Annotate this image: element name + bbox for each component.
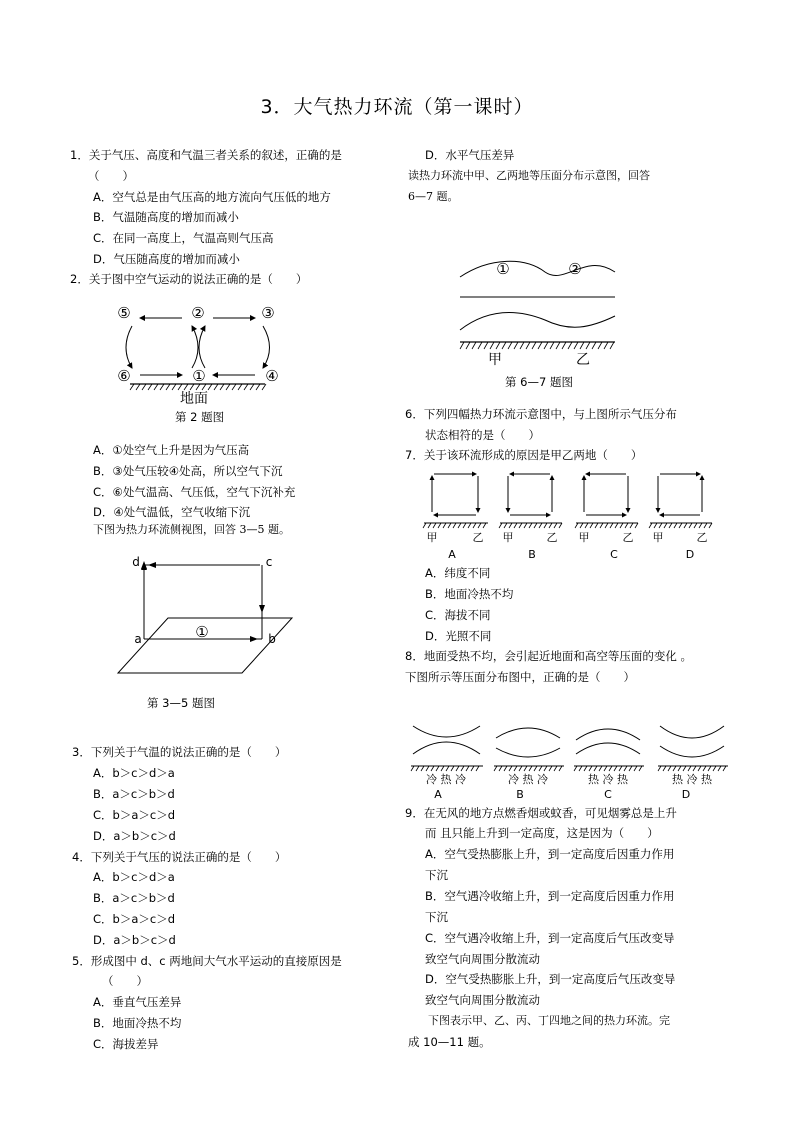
question-9-option-b-cont: 下沉 [425,910,448,924]
question-5-option-c: C．海拔差异 [93,1037,159,1051]
question-5-blank: （ ） [102,974,148,988]
q3-5-circulation-figure [112,553,292,688]
node-5: ⑤ [117,304,131,322]
q7-four-circulations [422,468,722,563]
intro-3-5: 下图为热力环流侧视图，回答 3—5 题。 [93,523,290,536]
svg-text:甲: 甲 [502,531,514,544]
question-1-option-a: A．空气总是由气压高的地方流向气压低的地方 [93,190,331,204]
svg-text:B: B [516,788,524,801]
question-4-option-c: C．b＞a＞c＞d [93,912,175,926]
question-7-option-c: C．海拔不同 [425,608,491,622]
question-1-option-b: B．气温随高度的增加而减小 [93,210,239,224]
svg-text:乙: 乙 [622,531,634,544]
question-4-option-a: A．b＞c＞d＞a [93,870,175,884]
svg-text:乙: 乙 [472,531,484,544]
question-7-stem: 7．关于该环流形成的原因是甲乙两地（ ） [405,448,643,462]
question-4-option-b: B．a＞c＞b＞d [93,891,175,905]
lower-isobar [460,312,615,330]
question-3-option-b: B．a＞c＞b＞d [93,787,175,801]
label-a: a [134,632,142,646]
node-2: ② [191,304,205,322]
question-2-option-a: A．①处空气上升是因为气压高 [93,443,250,457]
svg-text:甲: 甲 [578,531,590,544]
intro-6-7-cont: 6—7 题。 [408,190,459,203]
svg-text:冷 热 冷: 冷 热 冷 [508,773,548,786]
mark-1: ① [195,623,209,641]
question-9-option-c-cont: 致空气向周围分散流动 [425,952,540,966]
question-6-stem: 6．下列四幅热力环流示意图中，与上图所示气压分布 [405,407,677,421]
svg-text:B: B [528,548,536,561]
ground-label: 地面 [180,391,208,407]
question-9-option-a: A．空气受热膨胀上升，到一定高度后因重力作用 [425,847,675,861]
svg-text:冷 热 冷: 冷 热 冷 [426,773,466,786]
node-6: ⑥ [117,367,131,385]
question-9-stem-cont: 而 且只能上升到一定高度，这是因为（ ） [425,826,659,840]
isobar-option-d [660,726,724,757]
question-3-option-d: D．a＞b＞c＞d [93,829,176,843]
arc-1-2-left [192,326,198,368]
label-d: d [132,555,140,569]
circulation-a [423,474,488,528]
question-5-stem: 5．形成图中 d、c 两地间大气水平运动的直接原因是 [72,954,342,968]
svg-text:甲: 甲 [426,531,438,544]
node-1: ① [192,367,206,385]
svg-text:A: A [448,548,456,561]
svg-text:A: A [434,788,442,801]
question-7-option-b: B．地面冷热不均 [425,587,514,601]
question-2-option-b: B．③处气压较④处高，所以空气下沉 [93,464,283,478]
circulation-c [575,474,638,528]
question-8-stem: 8．地面受热不均，会引起近地面和高空等压面的变化 。 [405,649,692,663]
isobar-option-b [496,728,560,757]
question-3-stem: 3．下列关于气温的说法正确的是（ ） [72,745,287,759]
q2-figure-caption: 第 2 题图 [175,410,225,424]
question-7-option-d: D．光照不同 [425,629,492,643]
question-9-option-d-cont: 致空气向周围分散流动 [425,993,540,1007]
q3-5-figure-caption: 第 3—5 题图 [147,696,215,710]
question-1-option-d: D．气压随高度的增加而减小 [93,252,240,266]
svg-text:乙: 乙 [696,531,708,544]
question-2-option-d: D．④处气温低，空气收缩下沉 [93,505,251,519]
question-5-option-a: A．垂直气压差异 [93,995,182,1009]
label-c: c [265,555,273,569]
arc-5-6 [126,326,132,368]
svg-text:C: C [604,788,612,801]
svg-text:乙: 乙 [546,531,558,544]
question-1-option-c: C．在同一高度上，气温高则气压高 [93,231,274,245]
isobar-option-a [413,726,480,754]
question-8-stem-cont: 下图所示等压面分布图中，正确的是（ ） [405,670,635,684]
question-4-option-d: D．a＞b＞c＞d [93,933,176,947]
question-4-stem: 4．下列关于气压的说法正确的是（ ） [72,850,287,864]
page-title: 3．大气热力环流（第一课时） [260,96,534,118]
circulation-b [499,474,562,528]
question-9-stem: 9．在无风的地方点燃香烟或蚊香，可见烟雾总是上升 [405,806,677,820]
question-9-option-b: B．空气遇冷收缩上升，到一定高度后因重力作用 [425,889,675,903]
svg-text:C: C [610,548,618,561]
question-1-blank: （ ） [88,169,134,183]
svg-text:甲: 甲 [652,531,664,544]
node-2: ② [568,260,582,278]
question-9-option-c: C．空气遇冷收缩上升，到一定高度后气压改变导 [425,931,675,945]
question-2-option-c: C．⑥处气温高、气压低，空气下沉补充 [93,485,296,499]
label-b: b [268,632,276,646]
circulation-d [649,474,712,528]
question-6-stem-cont: 状态相符的是（ ） [425,428,540,442]
isobar-option-c [576,729,640,754]
question-9-option-d: D．空气受热膨胀上升，到一定高度后气压改变导 [425,972,676,986]
question-9-option-a-cont: 下沉 [425,868,448,882]
q6-7-figure-caption: 第 6—7 题图 [505,375,573,389]
node-4: ④ [265,367,279,385]
node-1: ① [496,260,510,278]
arc-1-2-right [199,326,205,368]
question-2-stem: 2．关于图中空气运动的说法正确的是（ ） [70,272,308,286]
upper-isobar [460,261,615,277]
question-5-option-b: B．地面冷热不均 [93,1016,182,1030]
svg-text:热 冷 热: 热 冷 热 [672,773,712,786]
question-1-stem: 1．关于气压、高度和气温三者关系的叙述，正确的是 [70,148,342,162]
question-3-option-c: C．b＞a＞c＞d [93,808,175,822]
question-3-option-a: A．b＞c＞d＞a [93,766,175,780]
q8-isobar-options [408,718,738,803]
svg-text:热 冷 热: 热 冷 热 [588,773,628,786]
svg-text:D: D [685,548,695,561]
question-5-option-d: D．水平气压差异 [425,148,515,162]
intro-10-11-cont: 成 10—11 题。 [408,1035,491,1049]
q2-circulation-figure [110,298,290,408]
intro-6-7: 读热力环流中甲、乙两地等压面分布示意图，回答 [408,169,650,182]
q6-7-isobar-figure [455,252,625,367]
arc-3-4 [263,326,270,368]
node-3: ③ [261,304,275,322]
svg-text:D: D [681,788,691,801]
place-yi: 乙 [576,352,590,368]
intro-10-11: 下图表示甲、乙、丙、丁四地之间的热力环流。完 [428,1014,670,1027]
place-jia: 甲 [488,352,502,368]
question-7-option-a: A．纬度不同 [425,566,491,580]
